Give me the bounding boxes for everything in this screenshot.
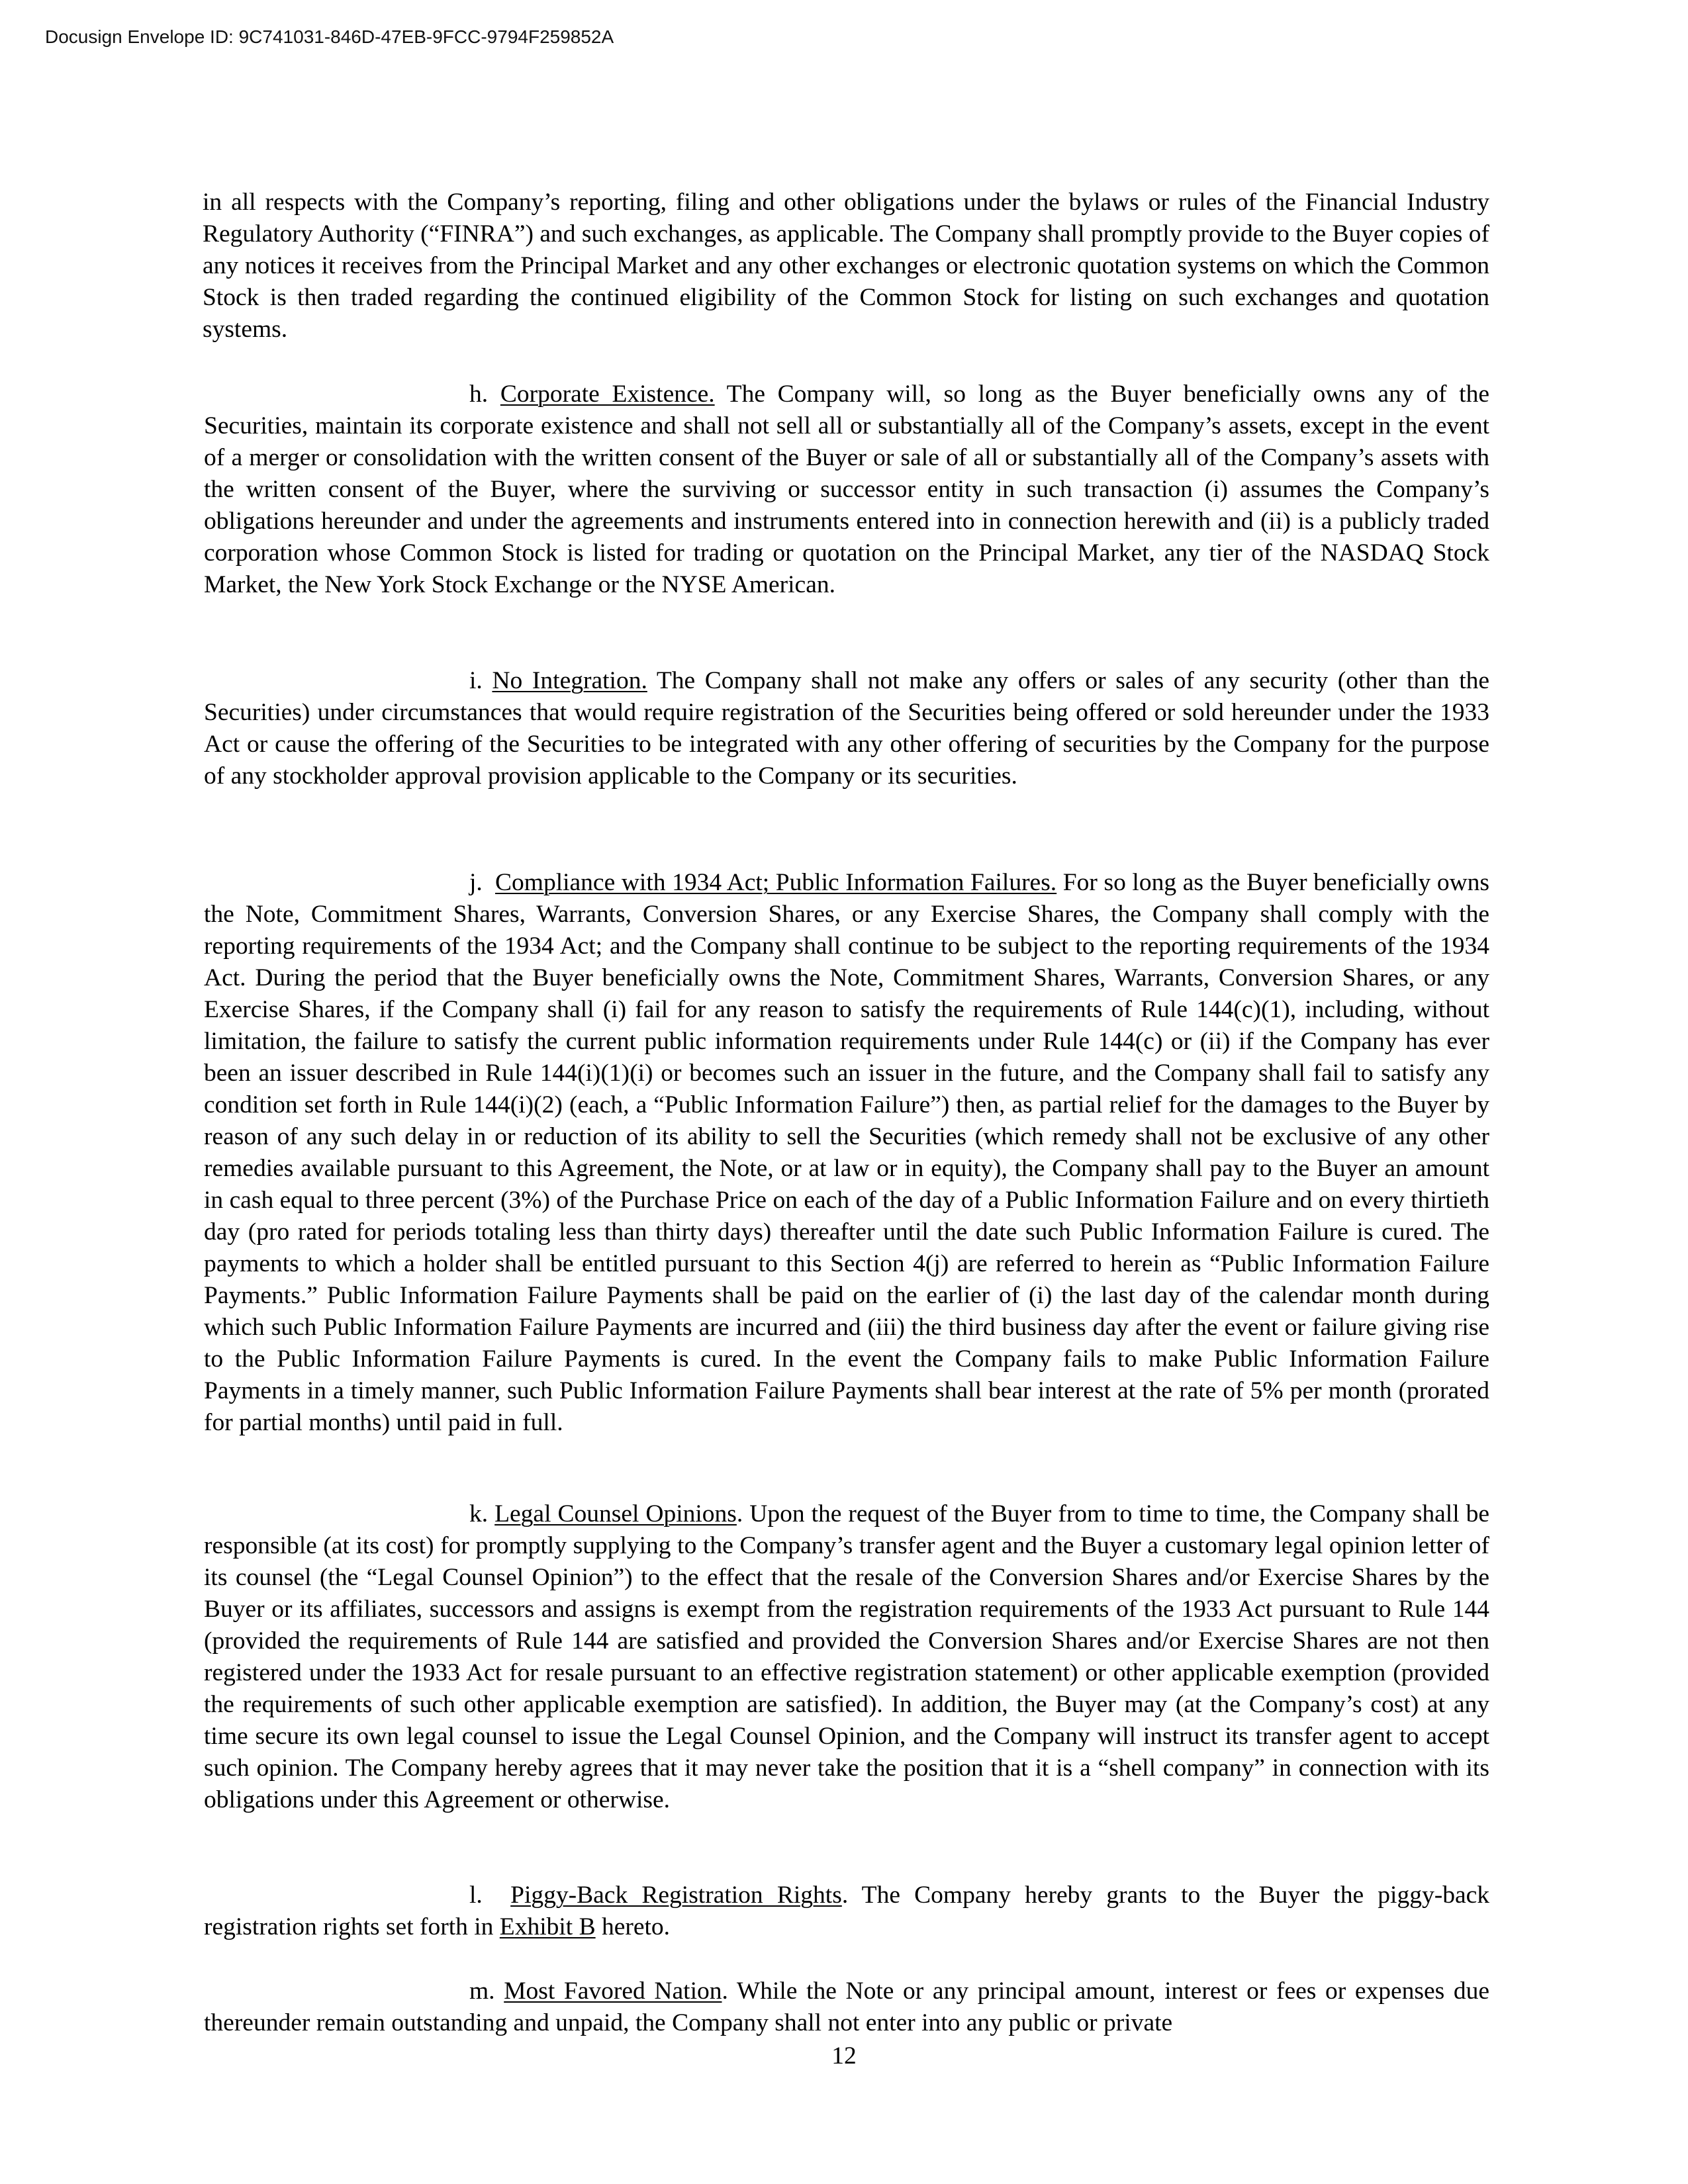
section-j-title: Compliance with 1934 Act; Public Information Failures. (495, 869, 1057, 896)
section-m (203, 1976, 1489, 2039)
continuation-paragraph (203, 187, 1489, 345)
section-m-body: . While the Note or any principal amount, interest or fees or expenses due thereunder remain outstanding and unpaid, the Company shall not enter into any public or private (204, 1978, 1489, 2036)
section-i (203, 665, 1489, 792)
section-l-letter: l. (469, 1882, 483, 1909)
section-l (203, 1880, 1489, 1943)
docusign-envelope-id: Docusign Envelope ID: 9C741031-846D-47EB-9FCC-9794F259852A (45, 26, 614, 47)
section-j (203, 867, 1489, 1439)
section-m-letter: m. (469, 1978, 495, 2005)
page-number: 12 (831, 2042, 857, 2070)
section-h-letter: h. (469, 381, 489, 408)
section-j-letter: j. (469, 869, 483, 896)
section-l-body-b: hereto. (595, 1913, 671, 1940)
section-h-title: Corporate Existence. (500, 381, 715, 408)
section-i-body: The Company shall not make any offers or sales of any security (other than the Securities) under circumstances that would require registration of the Securities being offered or sold hereunder under the 1933 Act or cause the offering of the Securities to be integrated with any other offering of securities by the Company for the purpose of any stockholder approval provision applicable to the Company or its securities. (204, 667, 1490, 790)
section-k-title: Legal Counsel Opinions (494, 1500, 737, 1527)
section-k (203, 1498, 1489, 1816)
section-m-title: Most Favored Nation (504, 1978, 722, 2005)
continuation-text: in all respects with the Company’s reporting, filing and other obligations under the bylaws or rules of the Financial Industry Regulatory Authority (“FINRA”) and such exchanges, as applicable. The Company shall promptly provide to the Buyer copies of any notices it receives from the Principal Market and any other exchanges or electronic quotation systems on which the Common Stock is then traded regarding the continued eligibility of the Common Stock for listing on such exchanges and quotation systems. (203, 189, 1489, 343)
exhibit-b-reference: Exhibit B (499, 1913, 596, 1940)
section-k-body: . Upon the request of the Buyer from to time to time, the Company shall be responsible (at its cost) for promptly supplying to the Company’s transfer agent and the Buyer a customary legal opinion letter of its counsel (the “Legal Counsel Opinion”) to the effect that the resale of the Conversion Shares and/or Exercise Shares by the Buyer or its affiliates, successors and assigns is exempt from the registration requirements of the 1933 Act pursuant to Rule 144 (provided the requirements of Rule 144 are satisfied and provided the Conversion Shares and/or Exercise Shares are not then registered under the 1933 Act for resale pursuant to an effective registration statement) or other applicable exemption (provided the requirements of such other applicable exemption are satisfied). In addition, the Buyer may (at the Company’s cost) at any time secure its own legal counsel to issue the Legal Counsel Opinion, and the Company will instruct its transfer agent to accept such opinion. The Company hereby agrees that it may never take the position that it is a “shell company” in connection with its obligations under this Agreement or otherwise. (204, 1500, 1490, 1813)
section-h-body: The Company will, so long as the Buyer beneficially owns any of the Securities, maintain its corporate existence and shall not sell all or substantially all of the Company’s assets, except in the event of a merger or consolidation with the written consent of the Buyer or sale of all or substantially all of the Company’s assets with the written consent of the Buyer, where the surviving or successor entity in such transaction (i) assumes the Company’s obligations hereunder and under the agreements and instruments entered into in connection herewith and (ii) is a publicly traded corporation whose Common Stock is listed for trading or quotation on the Principal Market, any tier of the NASDAQ Stock Market, the New York Stock Exchange or the NYSE American. (204, 381, 1489, 598)
section-l-body-a: . The Company hereby grants to the Buyer the piggy-back registration rights set forth in (204, 1882, 1489, 1940)
section-j-body: For so long as the Buyer beneficially owns the Note, Commitment Shares, Warrants, Conversion Shares, or any Exercise Shares, the Company shall comply with the reporting requirements of the 1934 Act; and the Company shall continue to be subject to the reporting requirements of the 1934 Act. During the period that the Buyer beneficially owns the Note, Commitment Shares, Warrants, Conversion Shares, or any Exercise Shares, if the Company shall (i) fail for any reason to satisfy the requirements of Rule 144(c)(1), including, without limitation, the failure to satisfy the current public information requirements under Rule 144(c) or (ii) if the Company has ever been an issuer described in Rule 144(i)(1)(i) or becomes such an issuer in the future, and the Company shall fail to satisfy any condition set forth in Rule 144(i)(2) (each, a “Public Information Failure”) then, as partial relief for the damages to the Buyer by reason of any such delay in or reduction of its ability to sell the Securities (which remedy shall not be exclusive of any other remedies available pursuant to this Agreement, the Note, or at law or in equity), the Company shall pay to the Buyer an amount in cash equal to three percent (3%) of the Purchase Price on each of the day of a Public Information Failure and on every thirtieth day (pro rated for periods totaling less than thirty days) thereafter until the date such Public Information Failure is cured. The payments to which a holder shall be entitled pursuant to this Section 4(j) are referred to herein as “Public Information Failure Payments.” Public Information Failure Payments shall be paid on the earlier of (i) the last day of the calendar month during which such Public Information Failure Payments are incurred and (iii) the third business day after the event or failure giving rise to the Public Information Failure Payments is cured. In the event the Company fails to make Public Information Failure Payments in a timely manner, such Public Information Failure Payments shall bear interest at the rate of 5% per month (prorated for partial months) until paid in full. (204, 869, 1489, 1436)
section-l-title: Piggy-Back Registration Rights (510, 1882, 842, 1909)
section-i-title: No Integration. (492, 667, 647, 694)
section-k-letter: k. (469, 1500, 489, 1527)
section-i-letter: i. (469, 667, 483, 694)
section-h (203, 379, 1489, 601)
